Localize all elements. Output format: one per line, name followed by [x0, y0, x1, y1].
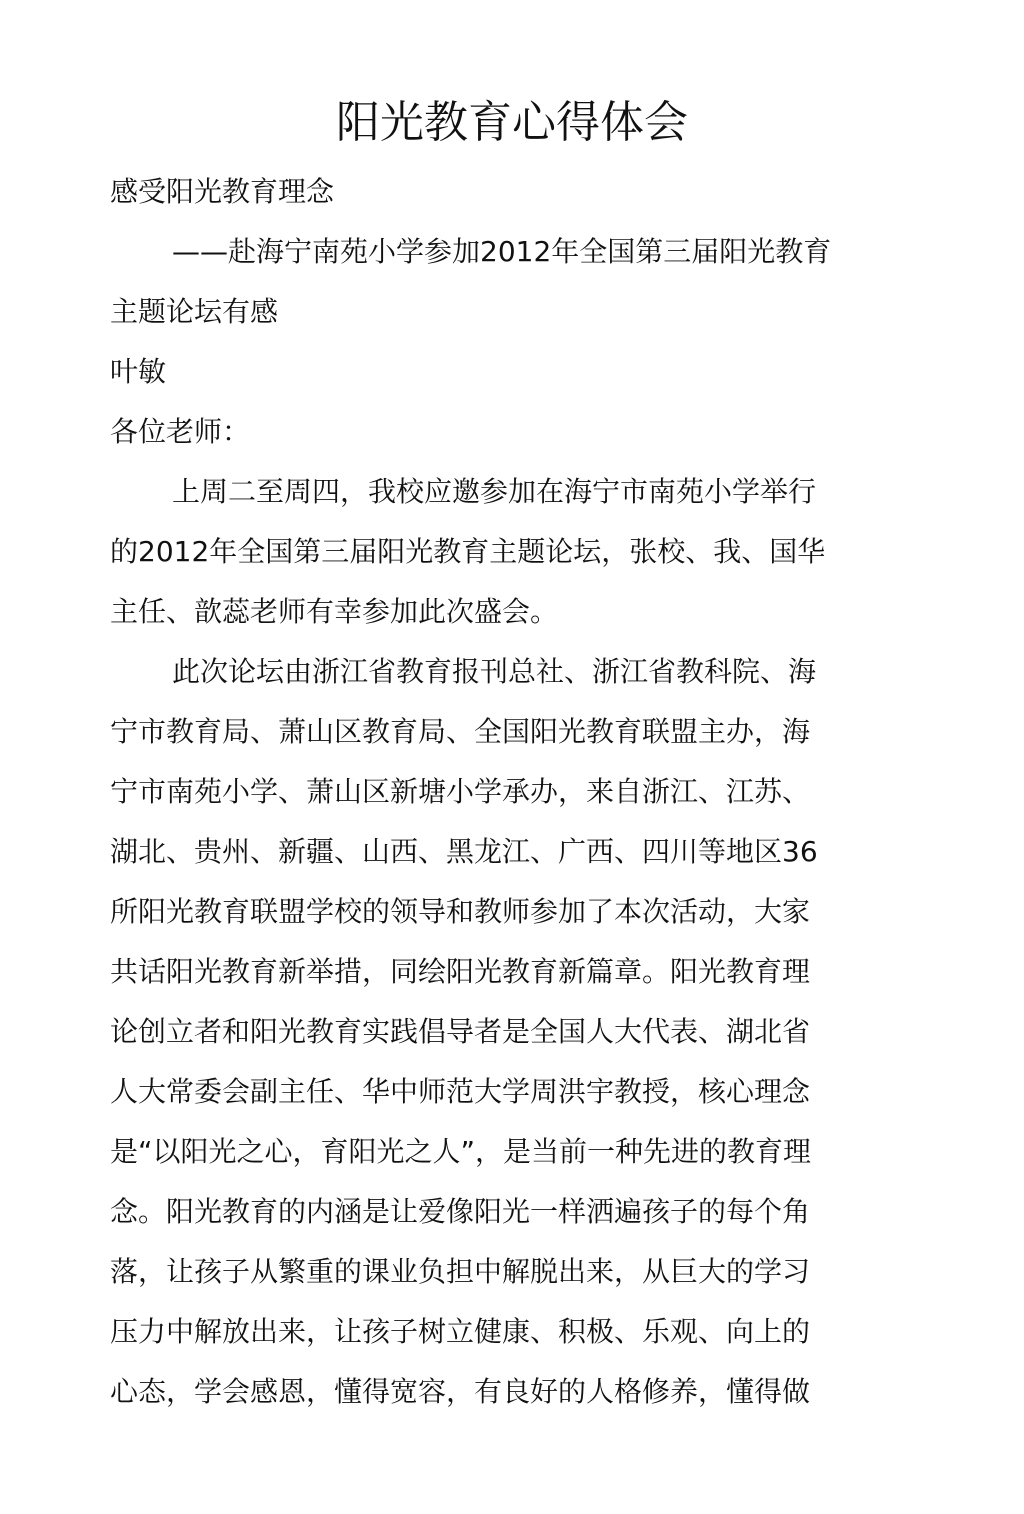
- sub-subtitle-line: ——赴海宁南苑小学参加2012年全国第三届阳光教育: [172, 235, 832, 268]
- paragraph-2-line: 所阳光教育联盟学校的领导和教师参加了本次活动，大家: [110, 895, 811, 928]
- paragraph-2-line: 是“以阳光之心，育阳光之人”，是当前一种先进的教育理: [110, 1135, 812, 1168]
- paragraph-2-line: 念。阳光教育的内涵是让爱像阳光一样洒遍孩子的每个角: [110, 1195, 811, 1228]
- subtitle: 感受阳光教育理念: [110, 175, 335, 208]
- paragraph-2-line: 湖北、贵州、新疆、山西、黑龙江、广西、四川等地区36: [110, 835, 818, 868]
- paragraph-2-line: 压力中解放出来，让孩子树立健康、积极、乐观、向上的: [110, 1315, 811, 1348]
- paragraph-2-line: 人大常委会副主任、华中师范大学周洪宇教授，核心理念: [110, 1075, 811, 1108]
- sub-subtitle-line: 主题论坛有感: [110, 295, 279, 328]
- paragraph-1-line: 上周二至周四，我校应邀参加在海宁市南苑小学举行: [172, 475, 817, 508]
- author-name: 叶敏: [110, 355, 167, 388]
- paragraph-2-line: 宁市教育局、萧山区教育局、全国阳光教育联盟主办，海: [110, 715, 811, 748]
- salutation: 各位老师：: [110, 415, 251, 448]
- paragraph-2-line: 心态，学会感恩，懂得宽容，有良好的人格修养，懂得做: [110, 1375, 811, 1408]
- document-title: 阳光教育心得体会: [336, 97, 688, 148]
- paragraph-1-line: 的2012年全国第三届阳光教育主题论坛，张校、我、国华: [110, 535, 826, 568]
- paragraph-2-line: 共话阳光教育新举措，同绘阳光教育新篇章。阳光教育理: [110, 955, 811, 988]
- paragraph-1-line: 主任、歆蕊老师有幸参加此次盛会。: [110, 595, 559, 628]
- paragraph-2-line: 论创立者和阳光教育实践倡导者是全国人大代表、湖北省: [110, 1015, 811, 1048]
- paragraph-2-line: 落，让孩子从繁重的课业负担中解脱出来，从巨大的学习: [110, 1255, 811, 1288]
- paragraph-2-line: 此次论坛由浙江省教育报刊总社、浙江省教科院、海: [172, 655, 817, 688]
- paragraph-2-line: 宁市南苑小学、萧山区新塘小学承办，来自浙江、江苏、: [110, 775, 811, 808]
